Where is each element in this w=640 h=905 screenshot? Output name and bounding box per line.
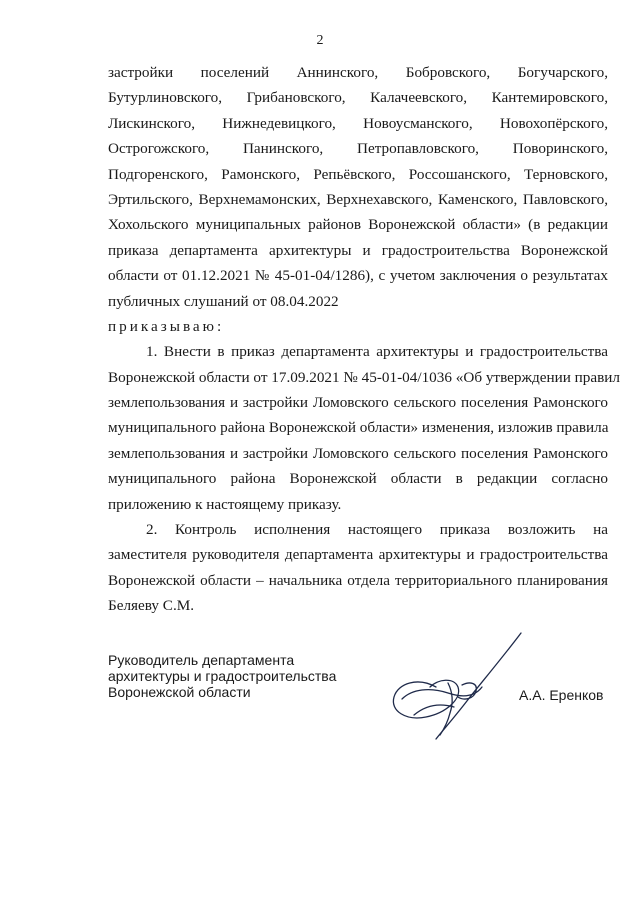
order-word: приказываю: bbox=[108, 317, 225, 335]
text-line: Подгоренского, Рамонского, Репьёвского, Россошанского, Терновского, bbox=[108, 165, 608, 183]
text-line: приказа департамента архитектуры и градостроительства Воронежской bbox=[108, 241, 608, 259]
text-line: Хохольского муниципальных районов Воронежской области» (в редакции bbox=[108, 216, 608, 234]
text-line: муниципального района Воронежской области в редакции согласно bbox=[108, 470, 608, 488]
item-2-paragraph bbox=[108, 517, 608, 619]
text-line: Острогожского, Панинского, Петропавловского, Поворинского, bbox=[108, 140, 608, 158]
handwritten-signature bbox=[378, 625, 528, 745]
item-1-paragraph bbox=[108, 339, 620, 517]
intro-paragraph bbox=[108, 60, 608, 314]
text-line: заместителя руководителя департамента архитектуры и градостроительства bbox=[108, 546, 608, 564]
text-line: области от 01.12.2021 № 45-01-04/1286), с учетом заключения о результатах bbox=[108, 267, 608, 285]
text-line: Воронежской области от 17.09.2021 № 45-01-04/1036 «Об утверждении правил bbox=[108, 368, 620, 386]
text-line: публичных слушаний от 08.04.2022 bbox=[108, 292, 339, 310]
text-line: Лискинского, Нижнедевицкого, Новоусманского, Новохопёрского, bbox=[108, 114, 608, 132]
text-line: застройки поселений Аннинского, Бобровского, Богучарского, bbox=[108, 64, 608, 81]
signatory-title-line: Руководитель департамента bbox=[108, 652, 295, 668]
signatory-title-line: архитектуры и градостроительства bbox=[108, 668, 337, 684]
signatory-name: А.А. Еренков bbox=[519, 687, 604, 703]
text-line: приложению к настоящему приказу. bbox=[108, 495, 342, 513]
page-number: 2 bbox=[316, 33, 324, 48]
text-line: 2. Контроль исполнения настоящего приказа возложить на bbox=[146, 521, 608, 539]
text-line: землепользования и застройки Ломовского сельского поселения Рамонского bbox=[108, 444, 608, 462]
text-line: 1. Внести в приказ департамента архитектуры и градостроительства bbox=[146, 343, 608, 361]
text-line: Бутурлиновского, Грибановского, Калачеевского, Кантемировского, bbox=[108, 89, 608, 107]
text-line: землепользования и застройки Ломовского сельского поселения Рамонского bbox=[108, 394, 608, 412]
text-line: Беляеву С.М. bbox=[108, 597, 195, 615]
document-body bbox=[108, 60, 620, 619]
text-line: Воронежской области – начальника отдела территориального планирования bbox=[108, 571, 608, 589]
signatory-title bbox=[108, 652, 336, 700]
text-line: муниципального района Воронежской области» изменения, изложив правила bbox=[108, 419, 609, 437]
text-line: Эртильского, Верхнемамонских, Верхнехавского, Каменского, Павловского, bbox=[108, 190, 608, 208]
signatory-title-line: Воронежской области bbox=[108, 684, 251, 700]
